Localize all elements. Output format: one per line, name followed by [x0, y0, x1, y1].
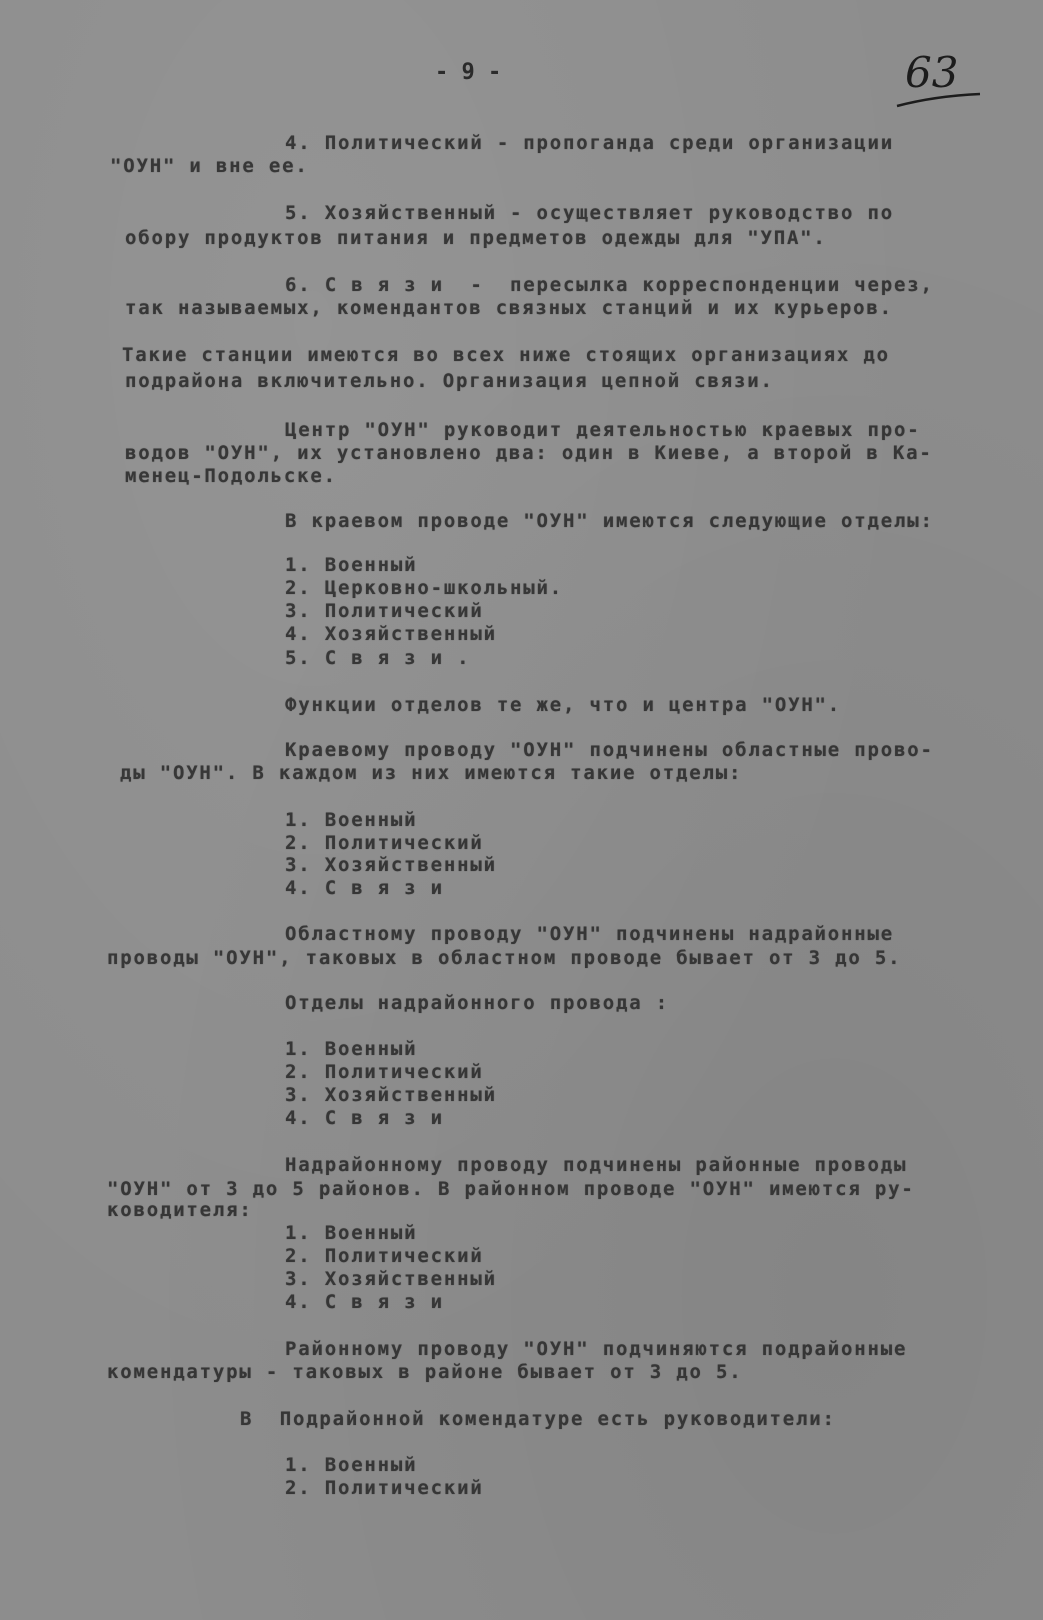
list-item: 3. Хозяйственный [285, 854, 497, 876]
text-line: комендатуры - таковых в районе бывает от 3 до 5. [107, 1361, 743, 1383]
text-line: Такие станции имеются во всех ниже стоящих организациях до [122, 344, 890, 366]
list-item: 1. Военный [285, 1222, 418, 1244]
page-number: - 9 - [435, 60, 502, 85]
list-item: 2. Церковно-школьный. [285, 577, 564, 599]
handwritten-sheet-number: 63 [905, 48, 995, 108]
list-item: 2. Политический [285, 1061, 484, 1083]
text-line: обору продуктов питания и предметов одежды для "УПА". [125, 227, 827, 249]
text-line: Районному проводу "ОУН" подчиняются подрайонные [285, 1338, 908, 1360]
text-line: водов "ОУН", их установлено два: один в Киеве, а второй в Ка- [125, 442, 933, 464]
text-line: подрайона включительно. Организация цепной связи. [125, 370, 774, 392]
text-line: ды "ОУН". В каждом из них имеются такие отделы: [120, 762, 743, 784]
list-item: 3. Политический [285, 600, 484, 622]
text-line: Центр "ОУН" руководит деятельностью краевых про- [285, 419, 921, 441]
underline-stroke [895, 92, 985, 112]
list-item: 4. С в я з и [285, 1291, 444, 1313]
text-line: "ОУН" от 3 до 5 районов. В районном проводе "ОУН" имеются ру- [107, 1178, 915, 1200]
list-item: 6. С в я з и - пересылка корреспонденции через, [285, 274, 934, 296]
list-item: 2. Политический [285, 1245, 484, 1267]
list-item: 5. С в я з и . [285, 647, 471, 669]
text-line: В краевом проводе "ОУН" имеются следующие отделы: [285, 510, 934, 532]
list-item: 1. Военный [285, 1454, 418, 1476]
list-item: 5. Хозяйственный - осуществляет руководство по [285, 202, 894, 224]
list-item: 1. Военный [285, 809, 418, 831]
list-item: 4. Политический - пропоганда среди организации [285, 132, 894, 154]
text-line: так называемых, комендантов связных станций и их курьеров. [125, 297, 893, 319]
list-item: 1. Военный [285, 1038, 418, 1060]
list-item: 4. Хозяйственный [285, 623, 497, 645]
list-item: 2. Политический [285, 1477, 484, 1499]
text-line: "ОУН" и вне ее. [110, 155, 309, 177]
text-line: проводы "ОУН", таковых в областном проводе бывает от 3 до 5. [107, 947, 902, 969]
list-item: 4. С в я з и [285, 1107, 444, 1129]
list-item: 3. Хозяйственный [285, 1084, 497, 1106]
text-line: Областному проводу "ОУН" подчинены надрайонные [285, 923, 894, 945]
text-line: Отделы надрайонного провода : [285, 992, 669, 1014]
list-item: 4. С в я з и [285, 877, 444, 899]
text-line: Функции отделов те же, что и центра "ОУН". [285, 694, 842, 716]
text-line: ководителя: [107, 1199, 253, 1221]
text-line: Надрайонному проводу подчинены районные проводы [285, 1154, 908, 1176]
text-line: В Подрайонной комендатуре есть руководители: [240, 1408, 836, 1430]
list-item: 3. Хозяйственный [285, 1268, 497, 1290]
text-line: Краевому проводу "ОУН" подчинены областные прово- [285, 739, 934, 761]
list-item: 1. Военный [285, 554, 418, 576]
text-line: менец-Подольске. [125, 465, 337, 487]
list-item: 2. Политический [285, 832, 484, 854]
